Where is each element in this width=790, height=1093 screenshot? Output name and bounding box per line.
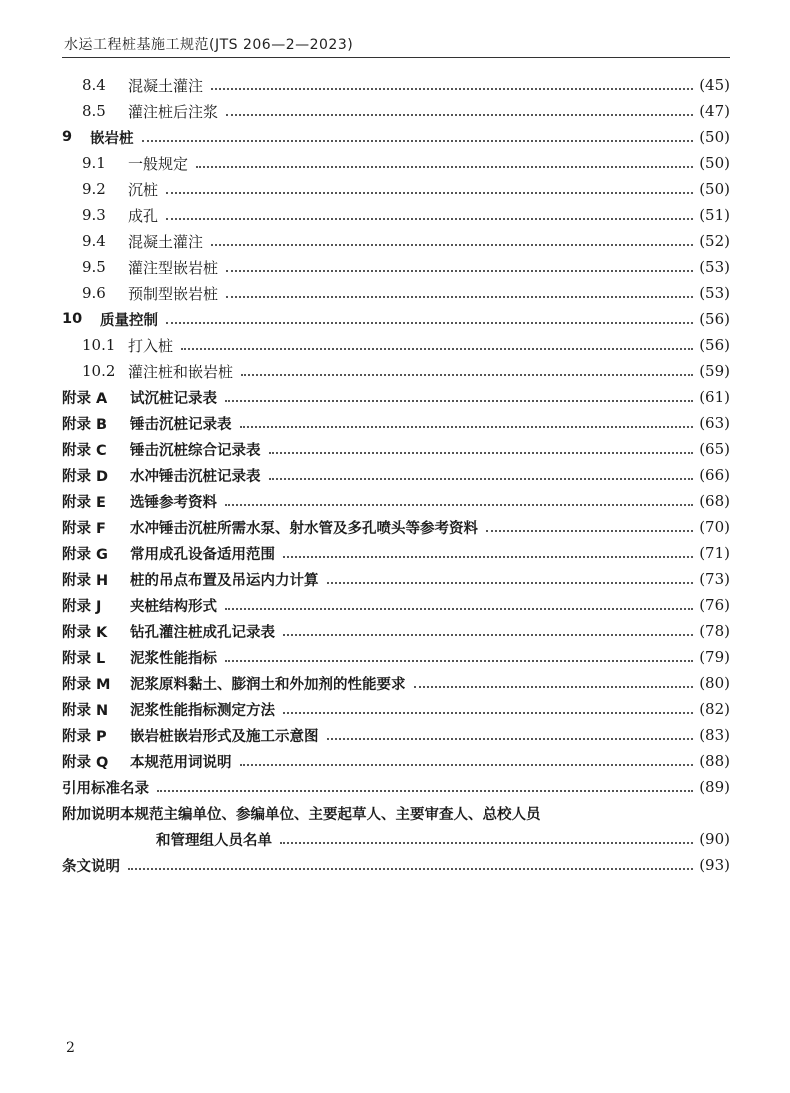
toc-entry[interactable] bbox=[62, 254, 730, 280]
toc-entry[interactable] bbox=[62, 670, 730, 696]
toc-entry-page: (80) bbox=[699, 674, 730, 692]
toc-entry[interactable] bbox=[62, 514, 730, 540]
toc-entry-title: 锤击沉桩记录表 bbox=[130, 416, 232, 433]
toc-entry[interactable] bbox=[62, 306, 730, 332]
toc-entry-number: 附录 F bbox=[62, 520, 106, 537]
toc-entry-page: (51) bbox=[699, 206, 730, 224]
toc-entry-number: 附录 D bbox=[62, 468, 109, 485]
toc-entry-number: 附录 Q bbox=[62, 754, 109, 771]
toc-leader-dots bbox=[269, 478, 694, 480]
toc-entry-page: (82) bbox=[699, 700, 730, 718]
toc-entry-number: 附录 L bbox=[62, 650, 106, 667]
toc-entry-title: 灌注桩和嵌岩桩 bbox=[128, 362, 234, 381]
toc-entry-page: (50) bbox=[699, 128, 730, 146]
toc-entry-title: 水冲锤击沉桩所需水泵、射水管及多孔喷头等参考资料 bbox=[130, 520, 478, 537]
toc-entry-title: 嵌岩桩 bbox=[90, 130, 134, 147]
toc-leader-dots bbox=[181, 348, 693, 350]
toc-entry-number: 附录 H bbox=[62, 572, 109, 589]
toc-entry-number: 9.4 bbox=[82, 232, 106, 250]
toc-entry-title: 引用标准名录 bbox=[62, 780, 149, 797]
toc-entry-number: 9.2 bbox=[82, 180, 106, 198]
toc-entry[interactable] bbox=[62, 332, 730, 358]
toc-entry-title: 混凝土灌注 bbox=[128, 232, 204, 251]
toc-entry-number: 10 bbox=[62, 311, 83, 327]
toc-leader-dots bbox=[327, 582, 694, 584]
toc-entry-title: 质量控制 bbox=[100, 312, 158, 329]
toc-entry[interactable] bbox=[62, 488, 730, 514]
toc-entry-title: 泥浆性能指标 bbox=[130, 650, 217, 667]
toc-entry-page: (88) bbox=[699, 752, 730, 770]
toc-leader-dots bbox=[166, 192, 693, 194]
toc-entry[interactable] bbox=[62, 436, 730, 462]
toc-entry[interactable] bbox=[62, 228, 730, 254]
toc-entry-number: 10.1 bbox=[82, 336, 116, 354]
toc-entry[interactable] bbox=[62, 410, 730, 436]
toc-leader-dots bbox=[240, 426, 694, 428]
toc-entry-page: (53) bbox=[699, 258, 730, 276]
toc-entry-number: 附录 N bbox=[62, 702, 109, 719]
toc-entry-title: 灌注型嵌岩桩 bbox=[128, 258, 219, 277]
toc-entry-number: 8.5 bbox=[82, 102, 106, 120]
toc-entry-title: 选锤参考资料 bbox=[130, 494, 217, 511]
toc-entry-page: (90) bbox=[699, 830, 730, 848]
toc-entry-title: 打入桩 bbox=[128, 336, 174, 355]
toc-entry-number: 附录 C bbox=[62, 442, 107, 459]
toc-leader-dots bbox=[211, 88, 693, 90]
toc-entry-page: (83) bbox=[699, 726, 730, 744]
toc-entry-page: (89) bbox=[699, 778, 730, 796]
toc-leader-dots bbox=[226, 270, 693, 272]
toc-entry[interactable] bbox=[62, 176, 730, 202]
toc-entry-page: (78) bbox=[699, 622, 730, 640]
toc-entry-title: 泥浆性能指标测定方法 bbox=[130, 702, 275, 719]
toc-entry-page: (50) bbox=[699, 154, 730, 172]
toc-entry-number: 9 bbox=[62, 129, 73, 145]
toc-leader-dots bbox=[128, 868, 693, 870]
toc-entry-page: (59) bbox=[699, 362, 730, 380]
toc-entry-title: 成孔 bbox=[128, 206, 159, 225]
toc-entry-title: 钻孔灌注桩成孔记录表 bbox=[130, 624, 275, 641]
page-number: 2 bbox=[66, 1040, 75, 1056]
toc-entry-number: 附录 A bbox=[62, 390, 108, 407]
toc-entry[interactable] bbox=[62, 462, 730, 488]
toc-entry-title: 嵌岩桩嵌岩形式及施工示意图 bbox=[130, 728, 319, 745]
toc-entry-number: 附加说明 bbox=[62, 806, 120, 823]
toc-entry-title: 条文说明 bbox=[62, 858, 120, 875]
toc-entry-title: 一般规定 bbox=[128, 154, 189, 173]
toc-entry-number: 9.6 bbox=[82, 284, 106, 302]
toc-entry[interactable] bbox=[62, 748, 730, 774]
toc-entry-page: (65) bbox=[699, 440, 730, 458]
toc-entry[interactable] bbox=[62, 774, 730, 800]
toc-entry-page: (50) bbox=[699, 180, 730, 198]
toc-entry[interactable] bbox=[62, 800, 730, 826]
toc-entry-number: 附录 K bbox=[62, 624, 108, 641]
toc-entry[interactable] bbox=[62, 722, 730, 748]
toc-entry-page: (93) bbox=[699, 856, 730, 874]
toc-entry-page: (66) bbox=[699, 466, 730, 484]
toc-entry[interactable] bbox=[62, 540, 730, 566]
toc-entry[interactable] bbox=[62, 852, 730, 878]
toc-entry-number: 附录 E bbox=[62, 494, 106, 511]
toc-entry-number: 附录 M bbox=[62, 676, 111, 693]
toc-leader-dots bbox=[166, 322, 693, 324]
toc-entry-title: 试沉桩记录表 bbox=[130, 390, 217, 407]
table-of-contents bbox=[62, 72, 730, 878]
toc-leader-dots bbox=[166, 218, 693, 220]
toc-entry[interactable] bbox=[62, 280, 730, 306]
toc-leader-dots bbox=[225, 400, 693, 402]
toc-leader-dots bbox=[196, 166, 693, 168]
toc-entry-title: 泥浆原料黏土、膨润土和外加剂的性能要求 bbox=[130, 676, 406, 693]
toc-leader-dots bbox=[211, 244, 693, 246]
toc-entry-number: 9.3 bbox=[82, 206, 106, 224]
toc-entry-page: (56) bbox=[699, 336, 730, 354]
toc-entry[interactable] bbox=[62, 98, 730, 124]
toc-entry-number: 附录 P bbox=[62, 728, 107, 745]
toc-entry[interactable] bbox=[62, 384, 730, 410]
toc-entry-number: 9.1 bbox=[82, 154, 106, 172]
toc-entry-page: (79) bbox=[699, 648, 730, 666]
toc-leader-dots bbox=[240, 764, 694, 766]
toc-entry[interactable] bbox=[62, 72, 730, 98]
toc-entry-title: 灌注桩后注浆 bbox=[128, 102, 219, 121]
toc-entry-page: (71) bbox=[699, 544, 730, 562]
toc-entry[interactable] bbox=[62, 202, 730, 228]
toc-entry[interactable] bbox=[62, 618, 730, 644]
toc-entry-page: (73) bbox=[699, 570, 730, 588]
toc-entry-number: 8.4 bbox=[82, 76, 106, 94]
toc-entry-title: 桩的吊点布置及吊运内力计算 bbox=[130, 572, 319, 589]
toc-entry-title: 夹桩结构形式 bbox=[130, 598, 217, 615]
toc-entry-number: 附录 J bbox=[62, 598, 102, 615]
toc-leader-dots bbox=[283, 712, 693, 714]
toc-entry-page: (52) bbox=[699, 232, 730, 250]
toc-leader-dots bbox=[157, 790, 693, 792]
toc-entry-page: (70) bbox=[699, 518, 730, 536]
toc-entry-number: 9.5 bbox=[82, 258, 106, 276]
toc-entry[interactable] bbox=[62, 696, 730, 722]
toc-leader-dots bbox=[225, 608, 693, 610]
toc-leader-dots bbox=[327, 738, 694, 740]
toc-leader-dots bbox=[225, 504, 693, 506]
toc-entry[interactable] bbox=[62, 150, 730, 176]
toc-entry-title: 锤击沉桩综合记录表 bbox=[130, 442, 261, 459]
toc-entry-number: 10.2 bbox=[82, 362, 116, 380]
toc-entry[interactable] bbox=[62, 358, 730, 384]
toc-entry-title: 本规范主编单位、参编单位、主要起草人、主要审查人、总校人员 bbox=[120, 806, 541, 823]
toc-entry-title: 本规范用词说明 bbox=[130, 754, 232, 771]
toc-entry[interactable] bbox=[62, 124, 730, 150]
toc-leader-dots bbox=[283, 634, 693, 636]
toc-entry[interactable] bbox=[62, 566, 730, 592]
toc-entry-page: (76) bbox=[699, 596, 730, 614]
toc-entry-page: (53) bbox=[699, 284, 730, 302]
toc-entry-page: (45) bbox=[699, 76, 730, 94]
toc-entry-title: 和管理组人员名单 bbox=[156, 832, 272, 849]
toc-leader-dots bbox=[269, 452, 694, 454]
toc-entry-page: (63) bbox=[699, 414, 730, 432]
toc-leader-dots bbox=[486, 530, 693, 532]
toc-entry[interactable] bbox=[62, 644, 730, 670]
toc-leader-dots bbox=[142, 140, 694, 142]
toc-entry-page: (56) bbox=[699, 310, 730, 328]
toc-entry-page: (68) bbox=[699, 492, 730, 510]
toc-entry[interactable] bbox=[62, 592, 730, 618]
toc-entry-title: 混凝土灌注 bbox=[128, 76, 204, 95]
toc-entry-number: 附录 B bbox=[62, 416, 108, 433]
toc-entry-page: (61) bbox=[699, 388, 730, 406]
toc-entry-title: 常用成孔设备适用范围 bbox=[130, 546, 275, 563]
toc-entry[interactable] bbox=[62, 826, 730, 852]
toc-leader-dots bbox=[280, 842, 693, 844]
toc-entry-number: 附录 G bbox=[62, 546, 108, 563]
toc-entry-page: (47) bbox=[699, 102, 730, 120]
header-rule bbox=[62, 57, 730, 58]
toc-leader-dots bbox=[241, 374, 693, 376]
toc-entry-title: 水冲锤击沉桩记录表 bbox=[130, 468, 261, 485]
toc-leader-dots bbox=[226, 114, 693, 116]
running-head: 水运工程桩基施工规范(JTS 206—2—2023) bbox=[64, 37, 354, 53]
toc-leader-dots bbox=[226, 296, 693, 298]
toc-leader-dots bbox=[414, 686, 694, 688]
toc-entry-title: 沉桩 bbox=[128, 180, 159, 199]
toc-entry-title: 预制型嵌岩桩 bbox=[128, 284, 219, 303]
toc-leader-dots bbox=[225, 660, 693, 662]
toc-leader-dots bbox=[283, 556, 693, 558]
